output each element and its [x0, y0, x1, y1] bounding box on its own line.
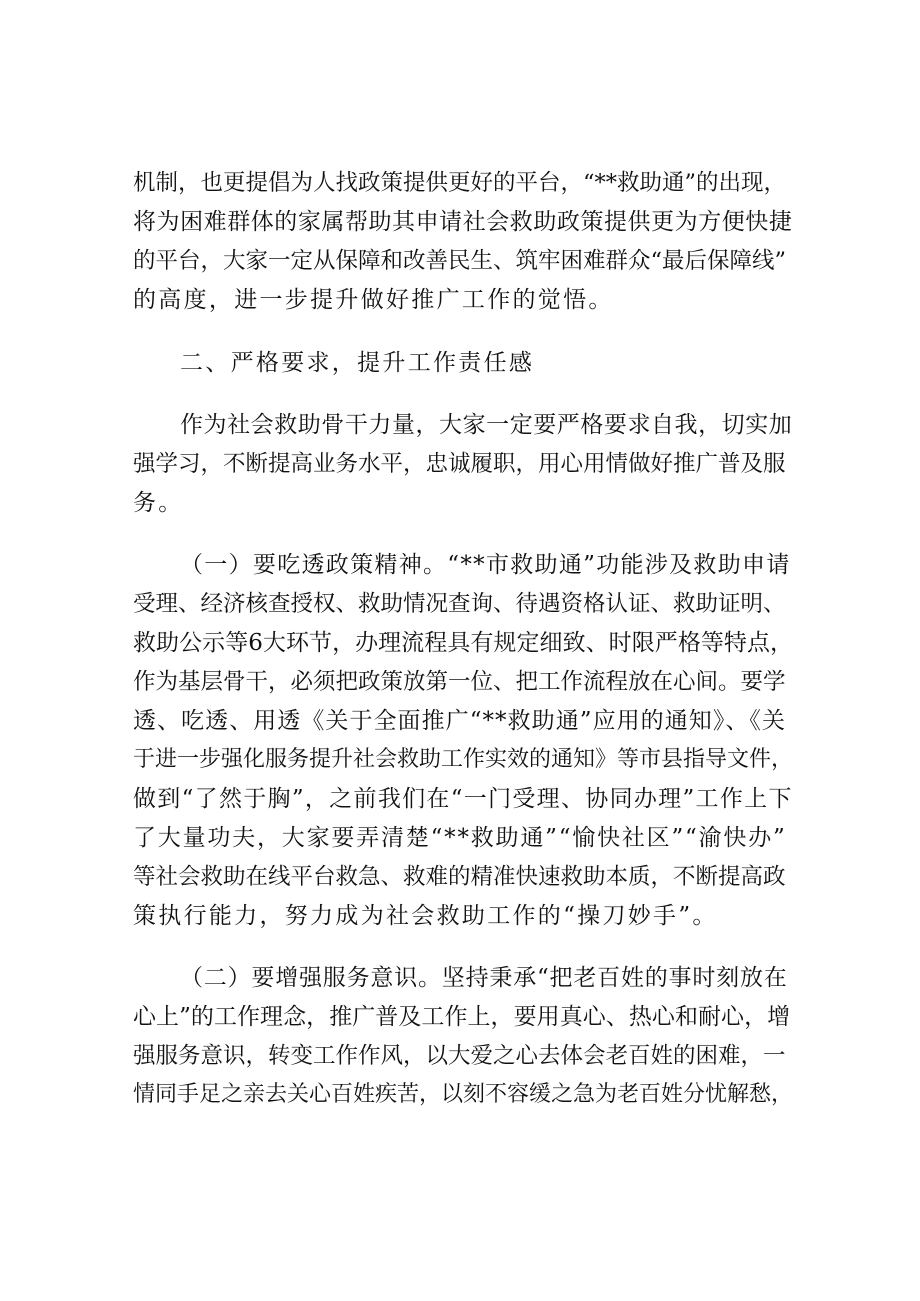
text-line: 于进一步强化服务提升社会救助工作实效的通知》等市县指导文件， [133, 747, 794, 772]
subheading-paragraph-start: （一）要吃透政策精神。“**市救助通”功能涉及救助申请 [180, 552, 791, 578]
text-line: 受理、经济核查授权、救助情况查询、待遇资格认证、救助证明、 [133, 591, 786, 617]
text-line: 强服务意识，转变工作作风，以大爱之心去体会老百姓的困难，一 [133, 1043, 786, 1069]
text-line: 做到“了然于胸”，之前我们在“一门受理、协同办理”工作上下 [133, 786, 793, 812]
text-line: 策执行能力，努力成为社会救助工作的“操刀妙手”。 [133, 903, 718, 929]
text-line: 救助公示等6大环节，办理流程具有规定细致、时限严格等特点， [133, 630, 794, 656]
text-line: 将为困难群体的家属帮助其申请社会救助政策提供更为方便快捷 [133, 209, 793, 235]
text-line: 透、吃透、用透《关于全面推广“**救助通”应用的通知》、《关 [133, 708, 787, 734]
text-line: 等社会救助在线平台救急、救难的精准快速救助本质，不断提高政 [133, 864, 786, 890]
text-line: 务。 [133, 490, 184, 516]
text-line: 心上”的工作理念，推广普及工作上，要用真心、热心和耐心，增 [133, 1004, 791, 1030]
text-line: 了大量功夫，大家要弄清楚“**救助通”“愉快社区”“渝快办” [133, 825, 787, 851]
section-heading: 二、严格要求，提升工作责任感 [180, 350, 535, 376]
paragraph-start: 作为社会救助骨干力量，大家一定要严格要求自我，切实加 [180, 412, 793, 438]
subheading-paragraph-start: （二）要增强服务意识。坚持秉承“把老百姓的事时刻放在 [180, 965, 788, 991]
text-line: 作为基层骨干，必须把政策放第一位、把工作流程放在心间。要学 [133, 669, 786, 695]
text-line: 强学习，不断提高业务水平，忠诚履职，用心用情做好推广普及服 [133, 451, 786, 477]
text-line: 情同手足之亲去关心百姓疾苦，以刻不容缓之急为老百姓分忧解愁， [133, 1082, 794, 1107]
text-line: 的高度，进一步提升做好推广工作的觉悟。 [133, 287, 614, 313]
text-line: 机制，也更提倡为人找政策提供更好的平台，“**救助通”的出现， [133, 170, 787, 196]
text-line: 的平台，大家一定从保障和改善民生、筑牢困难群众“最后保障线” [133, 248, 787, 274]
